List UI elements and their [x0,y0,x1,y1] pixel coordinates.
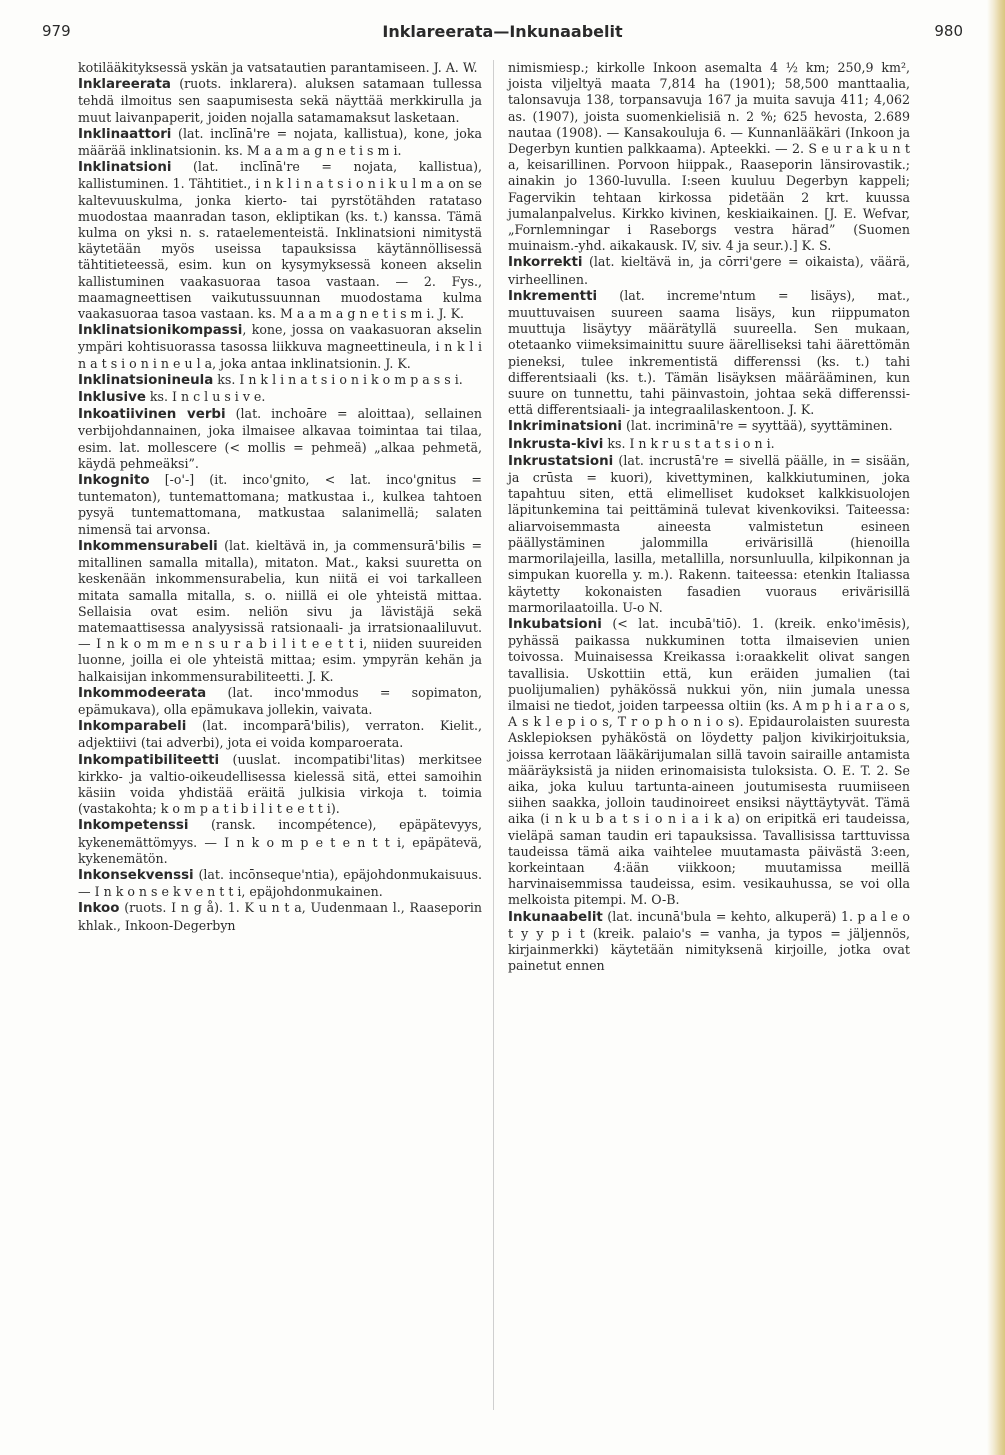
entry-text: (lat. incomparā'bilis), verraton. Kielit., adjektiivi (tai adverbi), jota ei voida komparoerata. [78,718,482,751]
dictionary-entry [508,436,910,453]
entry-text: ks. I n c l u s i v e. [145,389,266,405]
entry-headword: Inklareerata [78,77,171,93]
entry-headword: Inklusive [78,390,146,406]
entry-text: (lat. inco'mmodus = sopimaton, epämukava), olla epämukava jollekin, vaivata. [78,684,482,717]
dictionary-entry [78,389,482,406]
entry-headword: Inkonsekvenssi [78,867,194,883]
dictionary-entry [78,867,482,900]
dictionary-entry [508,288,910,419]
entry-headword: Inklinatsionineula [78,372,214,388]
left-column [78,60,482,934]
entry-text: kotilääkityksessä yskän ja vatsatautien parantamiseen. J. A. W. [78,60,478,75]
dictionary-entry [508,418,910,435]
entry-text: (ransk. incompétence), epäpätevyys, kykenemättömyys. — I n k o m p e t e n t t i, epäpätevä, kykenemätön. [78,817,482,866]
page-number-left: 979 [42,22,71,40]
entry-headword: Inkorrekti [508,255,583,271]
entry-headword: Inklinaattori [78,126,172,142]
entry-text: (< lat. incubā'tiō). 1. (kreik. enko'imēsis), pyhässä paikassa nukkuminen totta ilmaisevien unien toivossa. Muinaisessa Kreikassa i:oraakkelit olivat sangen tavallisia. Uskottiin että, kun eräiden jumalien (tai puolijumalien) pyhäkössä nukkui yön, niin jumala unessa ilmaisi ne tiedot, joiden tarpeessa oltiin (ks. A m p h i a r a o s, A s k l e p i o s, T r o p h o n i o s). Epidaurolaisten suuresta Asklepioksen pyhäköstä on löydetty paljon kivikirjoituksia, joissa kerrotaan lääkärijumalan sillä tavoin sairaille antamista määräyksistä ja niiden erinomaisista tuloksista. O. E. T. 2. Se aika, joka kuluu tartunta-aineen joutumisesta ruumiiseen siihen saakka, jolloin taudinoireet ensiksi näyttäytyvät. Tämä aika (i n k u b a t s i o n i a i k a) on eripitkä eri taudeissa, vieläpä saman taudin eri tapauksissa. Tavallisissa tarttuvissa taudeissa tämä aika vaihtelee muutamasta päivästä 3:een, korkeintaan 4:ään viikkoon; muutamissa meillä harvinaisemmissa taudeissa, esim. vesikauhussa, se voi olla melkoista pitempi. M. O-B. [508,615,910,908]
entry-headword: Inkoatiivinen verbi [78,407,226,423]
entry-headword: Inklinatsioni [78,160,172,176]
dictionary-entry [78,406,482,472]
entry-text: (lat. increme'ntum = lisäys), mat., muuttuvaisen suureen saama lisäys, kun riippumaton muuttuja lisäytyy määrätyllä suureella. Sen mukaan, otetaanko viimeksimainittu suure äärelliseksi tahi äärettömän pieneksi, tulee inkrementistä differenssi (ks. t.) tahi differentsiaali (ks. t.). Tämän lisäyksen määrääminen, kun suure on tunnettu, tahi päinvastoin, johtaa sekä differenssi- että differentsiaali- ja integraalilaskentoon. J. K. [508,287,910,418]
dictionary-entry [78,718,482,751]
entry-text: , kone, jossa on vaakasuoran akselin ympäri kohtisuorassa tasossa liikkuva magneettineula, i n k l i n a t s i o n i n e u l a, joka antaa inklinatsionin. J. K. [78,322,482,371]
entry-text: (lat. kieltävä in, ja commensurā'bilis = mitallinen samalla mitalla), mitaton. Mat., kaksi suuretta on keskenään inkommensurabelia, kun niitä ei voi tarkalleen mitata samalla mitalla, s. o. niillä ei ole yhteistä mittaa. Sellaisia ovat esim. neliön sivu ja lävistäjä sekä matemaattisessa analyysissä ratsionaali- ja irratsionaaliluvut. — I n k o m m e n s u r a b i l i t e e t t i, niiden suureiden luonne, joilla ei ole yhteistä mittaa; esim. ympyrän kehän ja halkaisijan inkommensurabiliteetti. J. K. [78,537,482,684]
entry-text: (lat. incriminā're = syyttää), syyttäminen. [622,418,893,434]
entry-text: (ruots. inklarera). aluksen satamaan tullessa tehdä ilmoitus sen saapumisesta sekä näyttää merkkirulla ja muut laivanpaperit, joiden nojalla satamamaksut lasketaan. [78,76,482,125]
dictionary-entry [78,372,482,389]
dictionary-entry [78,472,482,538]
entry-text: (ruots. I n g å). 1. K u n t a, Uudenmaan l., Raaseporin khlak., Inkoon-Degerbyn [78,900,482,933]
entry-headword: Inkrusta-kivi [508,436,604,452]
dictionary-entry [78,900,482,933]
dictionary-entry [508,254,910,287]
entry-headword: Inkompetenssi [78,818,189,834]
page-header [40,22,965,46]
dictionary-entry [78,685,482,718]
entry-text: ks. I n k r u s t a t s i o n i. [603,435,775,451]
dictionary-entry [508,909,910,975]
entry-headword: Inkommodeerata [78,685,207,701]
running-title: Inklareerata—Inkunaabelit [382,22,623,41]
entry-text: (lat. incunā'bula = kehto, alkuperä) 1. p a l e o t y y p i t (kreik. palaio's = vanha, ja typos = jäljennös, kirjainmerkki) käytetään nimityksenä kirjoille, jotka ovat painetut ennen [508,908,910,974]
page-edge [987,0,1005,1455]
entry-headword: Inkubatsioni [508,616,602,632]
entry-headword: Inkriminatsioni [508,419,623,435]
dictionary-entry [78,76,482,126]
entry-headword: Inkommensurabeli [78,538,218,554]
entry-text: [-o'-] (it. inco'gnito, < lat. inco'gnitus = tuntematon), tuntemattomana; matkustaa i., kulkea tahtoen pysyä tuntemattomana, matkustaa salanimellä; salaten nimensä tai arvonsa. [78,472,482,537]
right-column [508,60,910,974]
entry-text: (lat. incōnseque'ntia), epäjohdonmukaisuus. — I n k o n s e k v e n t t i, epäjohdonmukainen. [78,866,482,900]
dictionary-entry [78,60,482,76]
entry-headword: Inkrementti [508,288,598,304]
dictionary-entry [78,322,482,372]
dictionary-entry [508,60,910,254]
entry-headword: Inkunaabelit [508,909,603,925]
page-number-right: 980 [934,22,963,40]
entry-headword: Inkognito [78,473,150,489]
entry-headword: Inkoo [78,901,120,917]
dictionary-entry [78,752,482,818]
entry-text: (lat. kieltävä in, ja cōrri'gere = oikaista), väärä, virheellinen. [508,254,910,287]
dictionary-entry [78,159,482,322]
column-divider [493,60,494,1410]
entry-headword: Inkrustatsioni [508,453,614,469]
entry-headword: Inkomparabeli [78,719,187,735]
entry-text: nimismiesp.; kirkolle Inkoon asemalta 4 ½ km; 250,9 km², joista viljeltyä maata 7,814 ha (1901); 58,500 manttaalia, talonsavuja 138, torpansavuja 167 ja muita savuja 411; 4,062 as. (1907), joista suomenkielisiä n. 2 %; 625 hevosta, 2.689 nautaa (1908). — Kansakouluja 6. — Kunnanlääkäri (Inkoon ja Degerbyn kuntien palkkaama). Apteekki. — 2. S e u r a k u n t a, keisarillinen. Porvoon hiippak., Raaseporin länsirovastik.; ainakin jo 1360-luvulla. I:seen kuuluu Degerbyn kappeli; Fagervikin tehtaan kirkossa pidetään 2 krt. kuussa jumalanpalvelus. Kirkko kivinen, keskiaikainen. [J. E. Wefvar, „Fornlemningar i Raseborgs vestra härad” (Suomen muinaism.-yhd. aikakausk. IV, siv. 4 ja seur.).] K. S. [508,60,910,254]
dictionary-entry [78,126,482,159]
entry-text: (lat. inclīnā're = nojata, kallistua), kallistuminen. 1. Tähtitiet., i n k l i n a t s i o n i k u l m a on se kaltevuuskulma, jonka kierto- tai pyrstötähden ratataso muodostaa maanradan tason, ekliptikan (ks. t.) kanssa. Tämä kulma on yksi n. s. rataelementeistä. Inklinatsioni nimitystä käytetään myös useissa tapauksissa käytännöllisessä tähtitieteessä, esim. kun on kysymyksessä koneen akselin kallistuminen vaakasuoraa tasoa vastaan. — 2. Fys., maamagneettisen vaikutussuunnan muodostama kulma vaakasuoraa tasoa vastaan. ks. M a a m a g n e t i s m i. J. K. [78,159,482,322]
entry-text: (uuslat. incompatibi'litas) merkitsee kirkko- ja valtio-oikeudellisessa kielessä sitä, ettei samoihin käsiin voida yhdistää eräitä julkisia virkoja t. toimia (vastakohta; k o m p a t i b i l i t e e t t i). [78,751,482,817]
dictionary-entry [508,453,910,616]
entry-text: (lat. inchoāre = aloittaa), sellainen verbijohdannainen, joka ilmaisee alkavaa toimintaa tai tilaa, esim. lat. mollescere (< mollis = pehmeä) „alkaa pehmetä, käydä pehmeäksi”. [78,406,482,471]
dictionary-entry [508,616,910,909]
entry-headword: Inkompatibiliteetti [78,752,220,768]
dictionary-entry [78,817,482,867]
entry-text: (lat. incrustā're = sivellä päälle, in = sisään, ja crūsta = kuori), kivettyminen, kalkkiutuminen, joka tapahtuu siten, että elimelliset kudokset kalkkisuolojen läpitunkemina tai peittäminä tulevat kivenkoviksi. Taiteessa: aliarvoisemmasta aineesta valmistetun esineen päällystäminen jalommilla erivärisillä (hienoilla marmorilajeilla, lasilla, metallilla, norsunluulla, kilpikonnan ja simpukan kuorella y. m.). Rakenn. taiteessa: etenkin Italiassa käytetty kokonaisten fasadien vuoraus erivärisillä marmorilaatoilla. U-o N. [508,452,910,615]
entry-headword: Inklinatsionikompassi [78,323,243,339]
dictionary-entry [78,538,482,685]
entry-text: ks. I n k l i n a t s i o n i k o m p a s s i. [213,371,463,387]
entry-text: (lat. inclīnā're = nojata, kallistua), kone, joka määrää inklinatsionin. ks. M a a m a g n e t i s m i. [78,125,482,159]
